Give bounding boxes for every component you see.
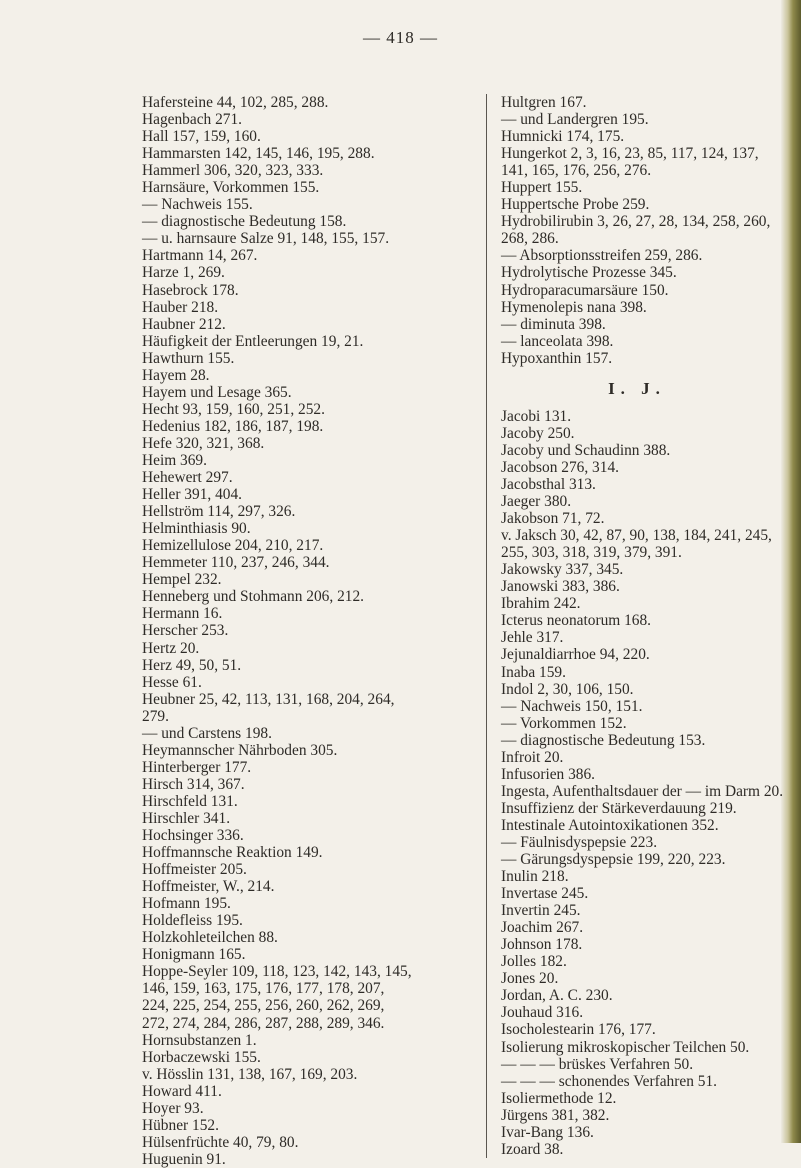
section-heading: I. J. (608, 378, 666, 398)
index-entry (142, 418, 464, 435)
index-entry-line: Indol 2, 30, 106, 150. (501, 680, 634, 698)
index-entry-line: Isoliermethode 12. (501, 1089, 617, 1107)
index-entry (501, 476, 801, 493)
index-entry-line: Hultgren 167. (501, 94, 587, 111)
index-entry (501, 629, 801, 646)
index-entry-line: Hoffmeister, W., 214. (142, 878, 275, 896)
index-entry-line: Jacoby und Schaudinn 388. (501, 441, 671, 459)
index-entry (142, 912, 464, 929)
index-entry (501, 1090, 801, 1107)
index-entry-line: Jejunaldiarrhoe 94, 220. (501, 646, 650, 664)
index-entry-line: Hafersteine 44, 102, 285, 288. (142, 94, 329, 111)
index-entry-line: — diagnostische Bedeutung 158. (142, 213, 347, 231)
index-entry-line: Izoard 38. (501, 1140, 564, 1158)
index-entry-line: — u. harnsaure Salze 91, 148, 155, 157. (142, 230, 390, 248)
index-entry (501, 868, 801, 885)
index-entry-line: — diminuta 398. (501, 315, 606, 333)
index-entry (142, 674, 464, 691)
index-entry (501, 800, 801, 817)
index-entry-line: Howard 411. (142, 1082, 222, 1100)
index-entry-line: Hoffmeister 205. (142, 861, 247, 879)
index-entry (501, 282, 801, 299)
index-entry (142, 946, 464, 963)
index-entry-line: Herscher 253. (142, 622, 229, 640)
index-entry (142, 384, 464, 401)
index-entry-line: Inaba 159. (501, 663, 566, 681)
index-entry-line: Joachim 267. (501, 919, 584, 937)
index-entry-line: Infroit 20. (501, 748, 564, 766)
index-entry-line: Hinterberger 177. (142, 758, 252, 776)
index-entry-line: Hoppe-Seyler 109, 118, 123, 142, 143, 145, (142, 963, 412, 981)
index-entry-line: Hoyer 93. (142, 1099, 204, 1117)
index-entry (501, 953, 801, 970)
index-entry (142, 299, 464, 316)
index-entry-line: 268, 286. (501, 230, 559, 248)
index-entry-line: Horbaczewski 155. (142, 1048, 261, 1066)
index-entry (501, 264, 801, 281)
index-entry-line: Jouhaud 316. (501, 1004, 584, 1022)
index-entry (142, 435, 464, 452)
index-group-h-continued (501, 94, 801, 367)
index-entry (501, 408, 801, 425)
index-entry-line: Jordan, A. C. 230. (501, 987, 613, 1005)
index-entry-line: Inulin 218. (501, 868, 569, 886)
index-entry (501, 595, 801, 612)
index-entry (142, 1032, 464, 1049)
index-entry (142, 844, 464, 861)
index-entry-line: — und Carstens 198. (142, 724, 272, 742)
index-entry-line: Ibrahim 242. (501, 595, 581, 613)
index-entry-line: Harnsäure, Vorkommen 155. (142, 179, 320, 197)
index-entry (142, 895, 464, 912)
index-entry-line: Hehewert 297. (142, 469, 233, 487)
index-entry (501, 111, 801, 128)
index-entry (142, 554, 464, 571)
index-entry (501, 902, 801, 919)
index-entry-line: Jaeger 380. (501, 493, 572, 511)
index-entry (142, 588, 464, 605)
index-entry-line: Hellström 114, 297, 326. (142, 503, 296, 521)
index-entry (501, 1124, 801, 1141)
index-entry-line: Henneberg und Stohmann 206, 212. (142, 588, 364, 606)
index-entry-line: Hartmann 14, 267. (142, 247, 258, 265)
index-entry (501, 681, 801, 698)
index-entry-line: Hirschfeld 131. (142, 792, 238, 810)
index-entry (142, 264, 464, 281)
index-entry (501, 128, 801, 145)
index-entry-line: — Nachweis 150, 151. (501, 697, 643, 715)
index-entry-line: Hecht 93, 159, 160, 251, 252. (142, 400, 325, 418)
index-entry (142, 605, 464, 622)
index-entry-line: Hymenolepis nana 398. (501, 298, 647, 316)
index-entry (142, 247, 464, 264)
index-entry-line: Harze 1, 269. (142, 264, 225, 282)
index-entry-line: Jacobson 276, 314. (501, 458, 619, 476)
index-entry-line: Hall 157, 159, 160. (142, 128, 261, 146)
index-entry-line: 224, 225, 254, 255, 256, 260, 262, 269, (142, 997, 385, 1015)
index-entry-line: Hochsinger 336. (142, 827, 244, 845)
index-entry (501, 715, 801, 732)
index-entry (142, 793, 464, 810)
index-entry (501, 936, 801, 953)
index-entry-line: Hawthurn 155. (142, 349, 235, 367)
index-entry-line: Hirschler 341. (142, 809, 231, 827)
index-entry (142, 520, 464, 537)
index-entry-line: Heim 369. (142, 451, 207, 469)
index-entry (501, 299, 801, 316)
index-entry-line: Hayem 28. (142, 366, 210, 384)
index-entry-line: Hofmann 195. (142, 895, 231, 913)
index-entry-line: Jakobson 71, 72. (501, 510, 605, 528)
index-entry (501, 612, 801, 629)
index-entry (501, 834, 801, 851)
index-entry-line: Hesse 61. (142, 673, 202, 691)
index-entry-line: 272, 274, 284, 286, 287, 288, 289, 346. (142, 1014, 385, 1032)
index-entry (142, 827, 464, 844)
index-entry (501, 510, 801, 527)
index-entry (501, 987, 801, 1004)
index-entry (501, 493, 801, 510)
index-entry (501, 561, 801, 578)
index-entry-line: Hempel 232. (142, 571, 222, 589)
index-entry (142, 401, 464, 418)
index-entry (142, 861, 464, 878)
index-entry-line: Jones 20. (501, 970, 559, 988)
index-entry (142, 367, 464, 384)
index-entry (501, 1141, 801, 1158)
index-entry (142, 213, 464, 230)
page-number: — 418 — (363, 28, 438, 47)
index-entry (142, 350, 464, 367)
index-entry-line: — lanceolata 398. (501, 332, 614, 350)
index-entry-line: — Vorkommen 152. (501, 714, 627, 732)
index-group-i-j (501, 408, 801, 1158)
index-entry (142, 776, 464, 793)
index-entry (501, 1039, 801, 1056)
index-entry (501, 783, 801, 800)
index-entry (142, 1151, 464, 1168)
index-entry-line: Haubner 212. (142, 315, 226, 333)
index-entry-line: Humnicki 174, 175. (501, 128, 625, 146)
index-entry-line: Häufigkeit der Entleerungen 19, 21. (142, 332, 364, 350)
index-entry-line: Infusorien 386. (501, 765, 596, 783)
index-entry (501, 885, 801, 902)
index-entry-line: Ivar-Bang 136. (501, 1123, 594, 1141)
index-entry-line: Hypoxanthin 157. (501, 349, 613, 367)
index-entry-line: Invertin 245. (501, 902, 581, 920)
index-entry-line: Hornsubstanzen 1. (142, 1031, 257, 1049)
index-entry (501, 578, 801, 595)
index-entry (142, 1100, 464, 1117)
index-entry (142, 929, 464, 946)
index-entry (501, 1073, 801, 1090)
index-entry-line: Hydrolytische Prozesse 345. (501, 264, 677, 282)
index-entry-line: Hemizellulose 204, 210, 217. (142, 537, 324, 555)
index-entry (501, 732, 801, 749)
index-entry (142, 111, 464, 128)
index-entry (501, 333, 801, 350)
index-entry (142, 333, 464, 350)
index-entry-line: Jehle 317. (501, 629, 564, 647)
index-entry-line: Hemmeter 110, 237, 246, 344. (142, 554, 330, 572)
index-entry-line: Invertase 245. (501, 885, 589, 903)
index-entry (142, 691, 464, 725)
index-entry-line: Hammerl 306, 320, 323, 333. (142, 162, 324, 180)
index-entry (142, 759, 464, 776)
index-entry-line: — Fäulnisdyspepsie 223. (501, 833, 658, 851)
index-entry (501, 316, 801, 333)
index-entry-line: Hauber 218. (142, 298, 219, 316)
index-entry (501, 1004, 801, 1021)
index-entry-line: Insuffizienz der Stärkeverdauung 219. (501, 799, 737, 817)
index-entry-line: Herz 49, 50, 51. (142, 656, 242, 674)
index-entry (142, 1117, 464, 1134)
index-entry (142, 1066, 464, 1083)
index-entry-line: Holdefleiss 195. (142, 912, 243, 930)
index-entry-line: Hülsenfrüchte 40, 79, 80. (142, 1133, 299, 1151)
index-entry-line: Hefe 320, 321, 368. (142, 434, 265, 452)
index-entry (142, 145, 464, 162)
index-entry-line: Huguenin 91. (142, 1150, 226, 1168)
index-entry-line: Holzkohleteilchen 88. (142, 929, 278, 947)
index-entry (501, 247, 801, 264)
index-entry (142, 878, 464, 895)
index-entry-line: Hagenbach 271. (142, 111, 243, 129)
index-entry-line: 146, 159, 163, 175, 176, 177, 178, 207, (142, 980, 385, 998)
index-entry (501, 1056, 801, 1073)
index-entry-line: Hermann 16. (142, 605, 223, 623)
index-entry-line: Jürgens 381, 382. (501, 1106, 610, 1124)
index-entry (142, 162, 464, 179)
index-entry (142, 486, 464, 503)
index-entry-line: Hedenius 182, 186, 187, 198. (142, 417, 324, 435)
index-entry (142, 537, 464, 554)
index-entry (142, 230, 464, 247)
index-entry (501, 1107, 801, 1124)
index-entry (142, 503, 464, 520)
index-entry (501, 94, 801, 111)
index-entry-line: Hirsch 314, 367. (142, 775, 245, 793)
index-entry (501, 766, 801, 783)
index-entry (142, 94, 464, 111)
index-entry-line: Honigmann 165. (142, 946, 246, 964)
index-entry-line: Johnson 178. (501, 936, 583, 954)
index-entry-line: Jacoby 250. (501, 424, 575, 442)
index-entry (142, 571, 464, 588)
index-entry (501, 145, 801, 179)
index-entry-line: — und Landergren 195. (501, 111, 649, 129)
index-entry (501, 749, 801, 766)
index-entry-line: 255, 303, 318, 319, 379, 391. (501, 544, 682, 562)
index-entry-line: Huppertsche Probe 259. (501, 196, 650, 214)
index-entry-line: Isolierung mikroskopischer Teilchen 50. (501, 1038, 750, 1056)
index-entry-line: 141, 165, 176, 256, 276. (501, 162, 652, 180)
index-entry (142, 1049, 464, 1066)
index-entry (142, 725, 464, 742)
index-entry (501, 459, 801, 476)
index-entry (142, 810, 464, 827)
index-entry (501, 851, 801, 868)
index-entry-line: — Nachweis 155. (142, 196, 253, 214)
index-entry (142, 179, 464, 196)
index-entry (142, 1083, 464, 1100)
index-entry (142, 282, 464, 299)
index-entry (501, 664, 801, 681)
index-entry (142, 469, 464, 486)
index-entry-line: Hammarsten 142, 145, 146, 195, 288. (142, 145, 375, 163)
index-entry-line: Hasebrock 178. (142, 281, 239, 299)
index-entry-line: — diagnostische Bedeutung 153. (501, 731, 706, 749)
index-entry (501, 698, 801, 715)
index-entry-line: Icterus neonatorum 168. (501, 612, 652, 630)
index-entry-line: Jakowsky 337, 345. (501, 561, 624, 579)
index-entry (501, 425, 801, 442)
index-entry (142, 316, 464, 333)
index-entry-line: Hayem und Lesage 365. (142, 383, 292, 401)
index-entry-line: Intestinale Autointoxikationen 352. (501, 816, 719, 834)
index-column-right (486, 94, 801, 1158)
index-entry-line: Heubner 25, 42, 113, 131, 168, 204, 264, (142, 690, 395, 708)
index-entry-line: Hungerkot 2, 3, 16, 23, 85, 117, 124, 137, (501, 145, 759, 163)
index-column-left (142, 94, 464, 1168)
index-entry-line: Janowski 383, 386. (501, 578, 620, 596)
index-entry (501, 527, 801, 561)
index-entry (142, 128, 464, 145)
index-entry-line: — — — brüskes Verfahren 50. (501, 1055, 694, 1073)
index-entry (142, 640, 464, 657)
index-entry-line: 279. (142, 707, 169, 725)
index-entry (501, 817, 801, 834)
index-entry (501, 646, 801, 663)
index-entry-line: Hübner 152. (142, 1116, 219, 1134)
index-entry-line: Jacobsthal 313. (501, 475, 596, 493)
index-entry-line: v. Jaksch 30, 42, 87, 90, 138, 184, 241, 245, (501, 527, 772, 545)
index-entry-line: Hydrobilirubin 3, 26, 27, 28, 134, 258, 260, (501, 213, 771, 231)
index-entry (142, 657, 464, 674)
index-entry (501, 196, 801, 213)
index-entry-line: Jacobi 131. (501, 407, 572, 425)
index-entry (501, 919, 801, 936)
index-entry-line: Hydroparacumarsäure 150. (501, 281, 669, 299)
index-entry-line: Huppert 155. (501, 179, 583, 197)
index-entry (501, 213, 801, 247)
index-entry-line: Heymannscher Nährboden 305. (142, 741, 338, 759)
index-entry (501, 970, 801, 987)
index-entry-line: Ingesta, Aufenthaltsdauer der — im Darm 20. (501, 782, 784, 800)
index-entry-line: v. Hösslin 131, 138, 167, 169, 203. (142, 1065, 358, 1083)
index-entry-line: Heller 391, 404. (142, 486, 243, 504)
index-entry (142, 196, 464, 213)
index-entry (501, 179, 801, 196)
index-entry (142, 452, 464, 469)
index-entry (501, 1021, 801, 1038)
index-entry-line: — — — schonendes Verfahren 51. (501, 1072, 717, 1090)
index-entry (501, 350, 801, 367)
index-entry (142, 742, 464, 759)
index-entry-line: Hertz 20. (142, 639, 200, 657)
index-entry-line: Helminthiasis 90. (142, 520, 251, 538)
index-entry (142, 622, 464, 639)
index-entry (142, 1134, 464, 1151)
index-entry (142, 963, 464, 1031)
index-entry-line: Hoffmannsche Reaktion 149. (142, 844, 323, 862)
index-entry-line: — Gärungsdyspepsie 199, 220, 223. (501, 851, 726, 869)
index-entry (501, 442, 801, 459)
index-entry-line: Jolles 182. (501, 953, 567, 971)
index-entry-line: — Absorptionsstreifen 259, 286. (501, 247, 703, 265)
index-entry-line: Isocholestearin 176, 177. (501, 1021, 656, 1039)
